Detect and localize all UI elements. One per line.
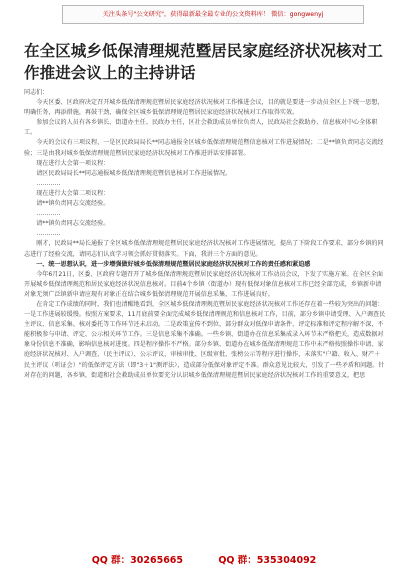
paragraph: 今天区委、区政府决定召开城乡低保清理规范暨居民家庭经济状况核对工作推进会议，目的就是要进一步动员全区上下统一思想，明确任务，再添措施，再鼓干劲，确保全区城乡低保清理规范暨居民家庭经济状况核对工作取得实效。 xyxy=(24,99,384,117)
section-heading: 一、统一思想认识，进一步增强做好城乡低保清理规范暨居民家庭经济状况核对工作的责任感和紧迫感 xyxy=(36,260,311,268)
paragraph: 请**镇负责同志交流经验。 xyxy=(36,200,110,208)
paragraph: 请**镇负责同志交流经验。 xyxy=(36,220,110,228)
paragraph: 今天的会议有三项议程，一是区民政局局长**同志通报全区城乡低保清理规范暨信息核对工作进展情况；二是**镇负责同志交流经验；三是由我对城乡低保清理规范暨居民家庭经济状况核对工作推进讲话安排部署。 xyxy=(24,139,384,157)
document-body xyxy=(24,88,386,381)
contact-footer xyxy=(0,552,408,572)
qq-group-1: QQ 群：30265665 xyxy=(91,555,184,566)
paragraph: 现在进行大会第二项议程： xyxy=(36,189,110,197)
paragraph: ………… xyxy=(36,179,61,187)
salutation: 同志们： xyxy=(24,89,49,96)
paragraph: 刚才，民政局**局长通报了全区城乡低保清理规范暨居民家庭经济状况核对工作进展情况，提出了下阶段工作要求，部分乡镇的同志进行了经验交流，请同志们认真学习领会抓好贯彻落实。下面，我讲三个方面的意见。 xyxy=(24,240,384,258)
paragraph: 今年6月21日，区委、区政府专题召开了城乡低保清理规范暨居民家庭经济状况核对工作动员会议，下发了实施方案。在全区全面开展城乡低保清理规范和居民家庭经济状况信息核对。目前4个乡镇（街道办）现有低保对象信息核对工作已经全部完成，乡镇新申请对象无须广泛镇新申请应现有对象正在结合城乡低保清理规范开展信息采集，工作进展良好。 xyxy=(24,270,383,298)
document-title: 在全区城乡低保清理规范暨居民家庭经济状况核对工作推进会议上的主持讲话 xyxy=(24,42,383,82)
paragraph: ………… xyxy=(36,210,61,218)
paragraph: ………… xyxy=(36,230,61,238)
promo-banner: 关注头条号"公文研究"，获得最新最全最专业的公文资料库！ 微信：gongwenyj xyxy=(62,5,364,24)
paragraph: 现在进行大会第一项议程： xyxy=(36,159,110,167)
paragraph: 请区民政局局长**同志通报城乡低保清理规范暨信息核对工作进展情况。 xyxy=(36,169,232,177)
paragraph: 参加会议的人员有各乡镇长、街道办主任、民政办主任，区社会救助成员单位负责人，民政局社会救助办、信息核对中心全体职工。 xyxy=(24,119,378,137)
qq-group-2: QQ 群：535304092 xyxy=(218,555,317,566)
paragraph: 在肯定工作成绩的同时，我们也清醒地看到，全区城乡低保清理规范暨居民家庭经济状况核对工作还存在着一些较为突出的问题：一是工作进展较缓慢。按照方案要求，11月底前要全面完成城乡低保清理规范和信息核对工作，目前，部分乡镇申请受理、入户调查民主评议、信息采集、核对委托等工作环节还未启动。二是政策宣传不到位，部分群众对低保申请条件、评定标准和评定程序解不深，不能积极参与申请、评定、公示相关环节工作。三是信息采集不准确。一些乡镇、街道办在信息采集成录入环节未严格把关，造成数据对象身份信息不准确，影响信息核对进度。四是程序操作不严格。部分乡镇、街道办在城乡低保清理规范工作中未严格按照操作申请、家庭经济状况核对、入户调查、（民主评议）、公示评议、审核审批、区级审批、张榜公示等程序进行操作，未落实"户籍、收入、财产＋民主评议（听证会）"的低保评定方法（即"3＋1"测评法），造成部分低保对象评定不准。群众意见比较大，引发了一些矛盾和问题。针对存在的问题，各乡镇、街道和社会救助成员单位要充分认识城乡低保清理规范暨居民家庭经济状况核对工作的重要意义，把思 xyxy=(24,300,386,379)
